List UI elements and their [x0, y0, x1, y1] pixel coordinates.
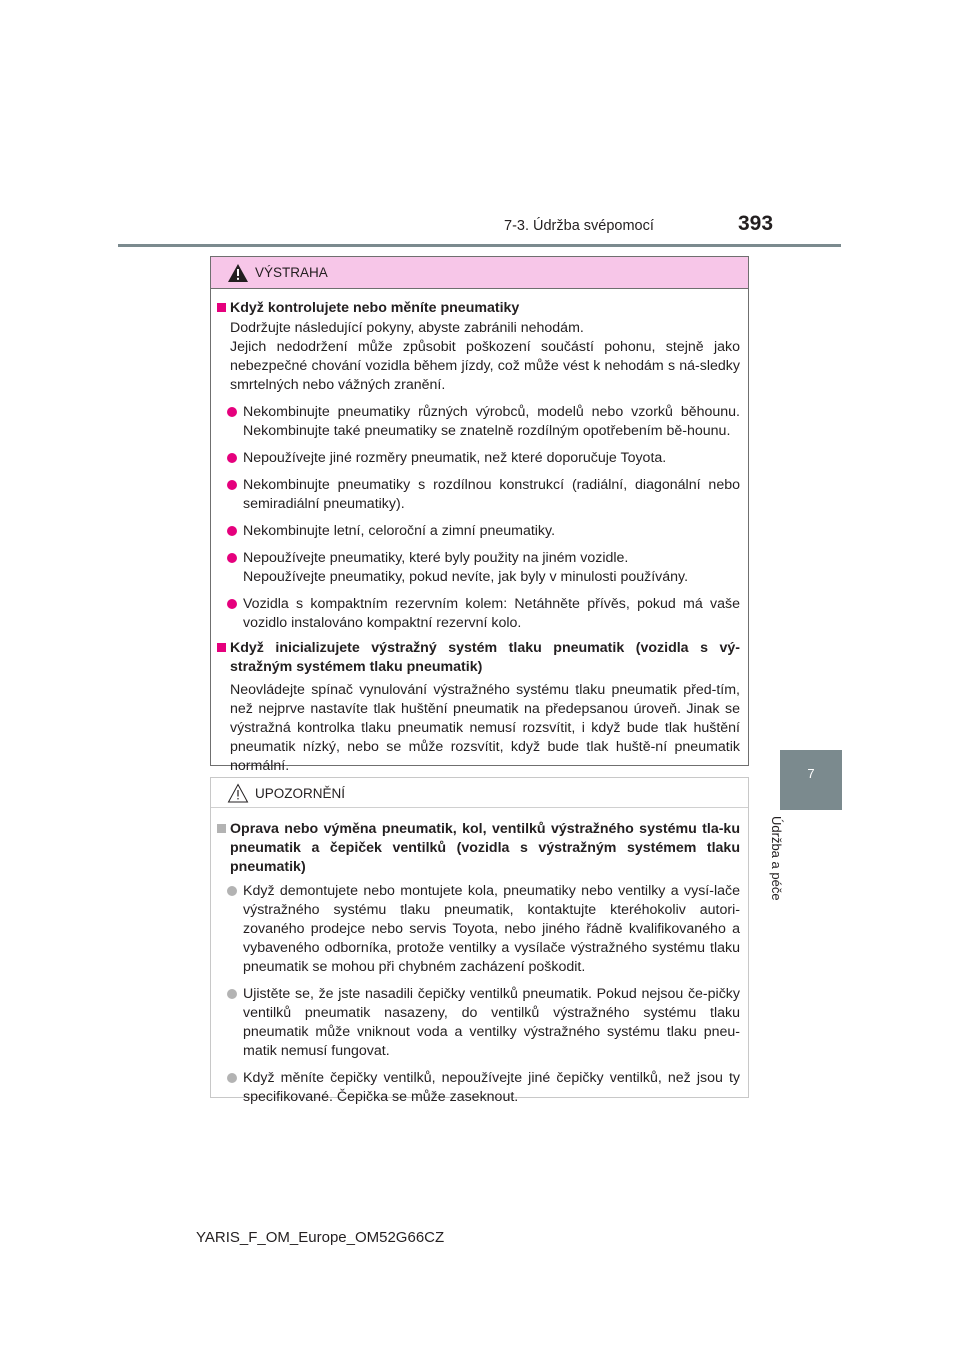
caution-section: [217, 820, 740, 1107]
bullet-icon: [227, 1073, 237, 1083]
section-marker-icon: [217, 303, 226, 312]
list-item: Nepoužívejte jiné rozměry pneumatik, než které doporučuje Toyota.: [227, 449, 740, 468]
list-item: Nekombinujte pneumatiky různých výrobců, modelů nebo vzorků běhounu. Nekombinujte také pneumatiky se znatelně rozdílným opotřebením bě-hounu.: [227, 403, 740, 441]
warning-content: [217, 299, 740, 780]
warning-section: [217, 639, 740, 776]
list-item: Nekombinujte pneumatiky s rozdílnou konstrukcí (radiální, diagonální nebo semiradiální pneumatiky).: [227, 476, 740, 514]
bullet-icon: [227, 886, 237, 896]
list-item: Když měníte čepičky ventilků, nepoužívejte jiné čepičky ventilků, než jsou ty specifikované. Čepička se může zaseknout.: [227, 1069, 740, 1107]
page-number: 393: [738, 212, 774, 235]
warning-box: [210, 256, 749, 774]
list-item: Nepoužívejte pneumatiky, které byly použity na jiném vozidle. Nepoužívejte pneumatiky, pokud nevíte, jak byly v minulosti používány.: [227, 549, 740, 587]
section-marker-icon: [217, 643, 226, 652]
warning-label: VÝSTRAHA: [255, 265, 328, 280]
bullet-icon: [227, 407, 237, 417]
bullet-icon: [227, 989, 237, 999]
document-code: YARIS_F_OM_Europe_OM52G66CZ: [196, 1229, 445, 1246]
section-paragraph: Dodržujte následující pokyny, abyste zabránili nehodám. Jejich nedodržení může způsobit poškození součástí pohonu, stejně jako nebezpečné chování vozidla během jízdy, což může vést k nehodám s ná-sledky smrtelných nebo vážných zranění.: [230, 320, 740, 393]
section-title: 7-3. Údržba svépomocí: [504, 218, 654, 234]
warning-header: [211, 257, 748, 289]
caution-label: UPOZORNĚNÍ: [255, 786, 346, 801]
list-item: Vozidla s kompaktním rezervním kolem: Netáhněte přívěs, pokud má vaše vozidlo instalováno kompaktní rezervní kolo.: [227, 595, 740, 633]
header-divider: [118, 244, 841, 247]
section-title: Když kontrolujete nebo měníte pneumatiky: [230, 300, 520, 316]
chapter-tab: [780, 750, 842, 810]
bullet-icon: [227, 599, 237, 609]
bullet-icon: [227, 526, 237, 536]
warning-section: [217, 299, 740, 633]
section-paragraph: Neovládejte spínač vynulování výstražného systému tlaku pneumatik před-tím, než nejprve nastavíte tlak huštění pneumatik na předepsanou úroveň. Jinak se výstražná kontrolka tlaku pneumatik nemusí rozsvítit, i když bude tlak huštění pneumatik nízký, nebo se může rozsvítit, když bude tlak huště-ní pneumatik normální.: [230, 682, 740, 774]
bullet-icon: [227, 480, 237, 490]
caution-triangle-icon: [227, 783, 249, 803]
chapter-number: 7: [807, 766, 815, 781]
chapter-label: [769, 816, 806, 926]
section-title: Když inicializujete výstražný systém tlaku pneumatik (vozidla s vý-stražným systémem tlaku pneumatik): [230, 640, 740, 675]
list-item: Ujistěte se, že jste nasadili čepičky ventilků pneumatik. Pokud nejsou če-pičky ventilků pneumatik nasazeny, do ventilků výstražného systému tlaku pneumatik může vniknout voda a ventilky výstražného systému tlaku pneu-matik nemusí fungovat.: [227, 985, 740, 1061]
list-item: Nekombinujte letní, celoroční a zimní pneumatiky.: [227, 522, 740, 541]
bullet-icon: [227, 453, 237, 463]
section-marker-icon: [217, 824, 226, 833]
caution-content: [217, 820, 740, 1111]
caution-box: [210, 777, 749, 1105]
list-item: Když demontujete nebo montujete kola, pneumatiky nebo ventilky a vysí-lače výstražného systému tlaku pneumatik, kontaktujte kteréhokoliv autori-zovaného prodejce nebo servis Toyota, nebo jiného řádně kvalifikovaného a vybaveného odborníka, protože ventilky a vysílače výstražného systému tlaku pneumatik se mohou při chybném zacházení poškodit.: [227, 882, 740, 977]
bullet-icon: [227, 553, 237, 563]
warning-triangle-icon: [227, 263, 249, 283]
caution-header: [211, 778, 748, 808]
chapter-title: Údržba a péče: [769, 816, 784, 901]
section-title: Oprava nebo výměna pneumatik, kol, ventilků výstražného systému tla-ku pneumatik a čepiček ventilků (vozidla s výstražným systémem tlaku pneumatik): [230, 821, 740, 875]
